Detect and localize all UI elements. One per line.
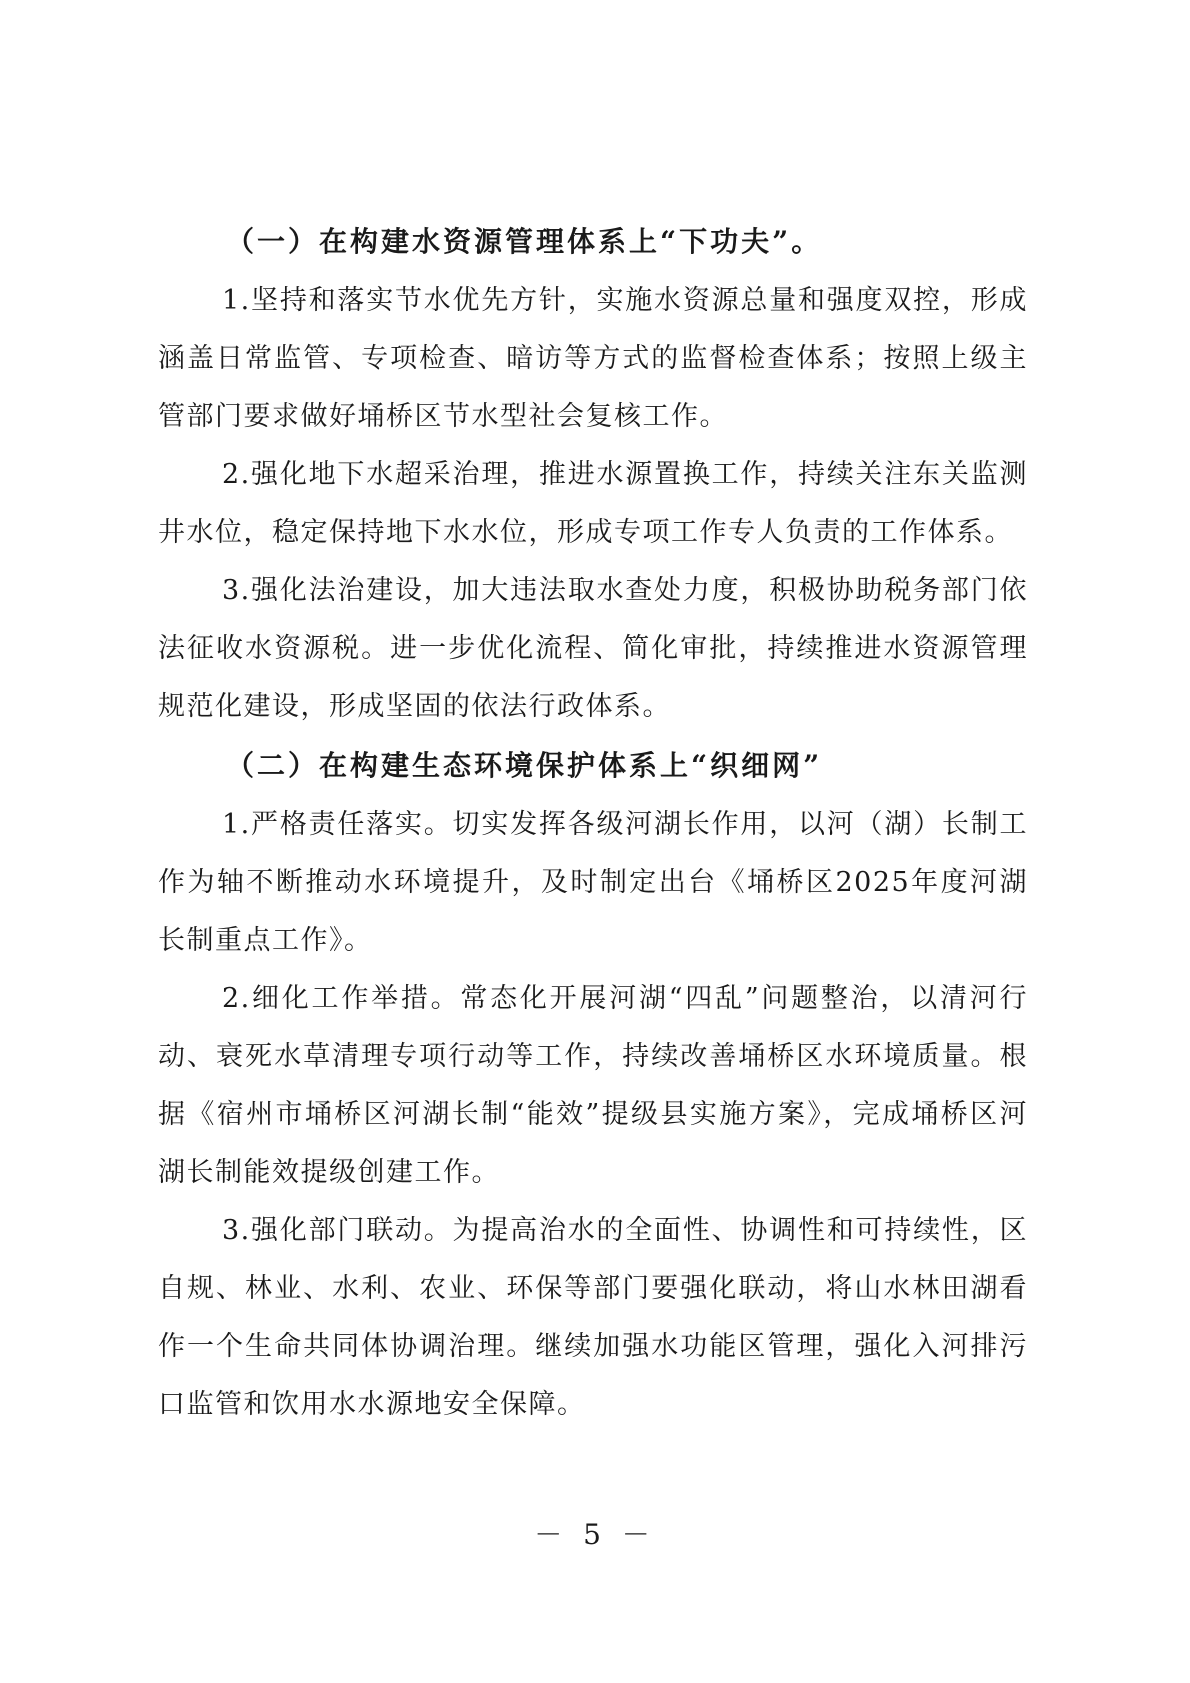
section2-paragraph-2: 2.细化工作举措。常态化开展河湖“四乱”问题整治，以清河行动、衰死水草清理专项行动等工作，持续改善埇桥区水环境质量。根据《宿州市埇桥区河湖长制“能效”提级县实施方案》，完成埇桥区河湖长制能效提级创建工作。 <box>158 983 1028 1188</box>
section2-paragraph-3: 3.强化部门联动。为提高治水的全面性、协调性和可持续性，区自规、林业、水利、农业、环保等部门要强化联动，将山水林田湖看作一个生命共同体协调治理。继续加强水功能区管理，强化入河排污口监管和饮用水水源地安全保障。 <box>158 1215 1028 1420</box>
document-body <box>158 212 1028 1434</box>
section2-paragraph-1: 1.严格责任落实。切实发挥各级河湖长作用，以河（湖）长制工作为轴不断推动水环境提升，及时制定出台《埇桥区2025年度河湖长制重点工作》。 <box>158 809 1028 956</box>
section-heading-1: （一）在构建水资源管理体系上“下功夫”。 <box>226 225 823 258</box>
page-number: － 5 － <box>534 1518 656 1551</box>
section1-paragraph-3: 3.强化法治建设，加大违法取水查处力度，积极协助税务部门依法征收水资源税。进一步优化流程、简化审批，持续推进水资源管理规范化建设，形成坚固的依法行政体系。 <box>158 575 1028 722</box>
section1-paragraph-1: 1.坚持和落实节水优先方针，实施水资源总量和强度双控，形成涵盖日常监管、专项检查、暗访等方式的监督检查体系；按照上级主管部门要求做好埇桥区节水型社会复核工作。 <box>158 285 1028 432</box>
section1-paragraph-2: 2.强化地下水超采治理，推进水源置换工作，持续关注东关监测井水位，稳定保持地下水水位，形成专项工作专人负责的工作体系。 <box>158 459 1028 548</box>
section-heading-2: （二）在构建生态环境保护体系上“织细网” <box>226 749 823 782</box>
